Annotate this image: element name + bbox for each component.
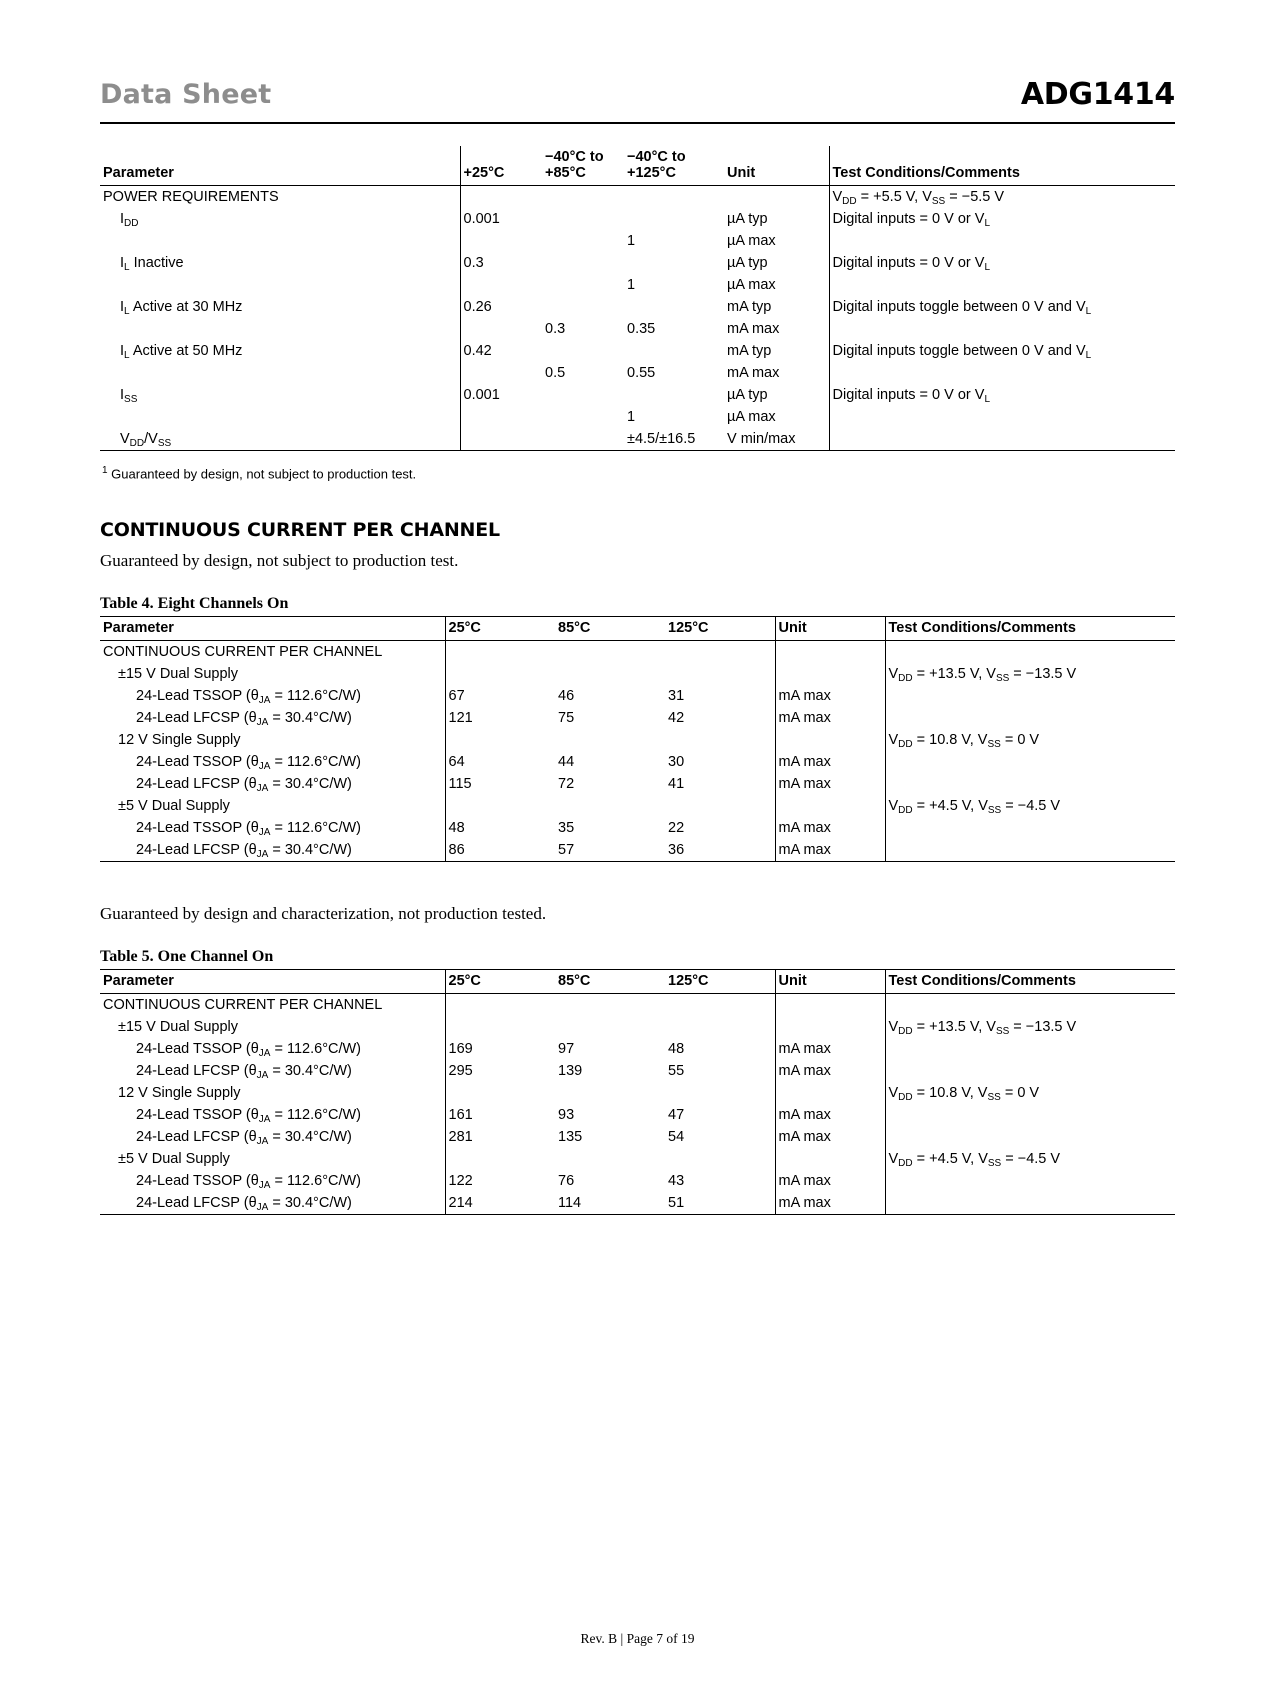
cell-125c [665, 663, 775, 685]
cell-parameter: CONTINUOUS CURRENT PER CHANNEL [103, 644, 383, 661]
cell-25c [445, 1016, 555, 1038]
power-requirements-body [100, 186, 1175, 451]
power-requirements-table [100, 146, 1175, 451]
table4-caption: Table 4. Eight Channels On [100, 595, 289, 613]
cell-conditions [885, 994, 1175, 1017]
cell-parameter: ±15 V Dual Supply [118, 666, 239, 683]
cell-25c: 67 [445, 685, 555, 707]
table-row [100, 296, 1175, 318]
col-25c: +25°C [460, 146, 542, 186]
cell-125c [665, 994, 775, 1017]
cell-unit: mA max [775, 1060, 885, 1082]
col-unit: Unit [775, 970, 885, 994]
cell-25c [460, 428, 542, 451]
cell-125c [665, 795, 775, 817]
cell-parameter: 24-Lead TSSOP $(\theta_{JA} = 112.6^\circ C/W)$ [136, 1041, 362, 1060]
table-row [100, 817, 1175, 839]
cell-conditions [885, 1170, 1175, 1192]
table-footnote: $^1$ Guaranteed by design, not subject to production test. [102, 465, 417, 482]
cell-unit: mA max [775, 707, 885, 729]
cell-conditions [829, 318, 1175, 340]
cell-parameter [100, 274, 460, 296]
cell-parameter: ±15 V Dual Supply [118, 1019, 239, 1036]
cell-125c: 55 [668, 1063, 685, 1080]
cell-85c: 46 [558, 688, 575, 705]
cell-parameter: $I_{DD}$ [120, 211, 139, 229]
cell-85c [555, 729, 665, 751]
col-parameter: Parameter [100, 617, 445, 641]
cell-85c [542, 274, 624, 296]
table4-eight-channels-on [100, 616, 1175, 862]
col-85c [542, 146, 624, 186]
table-row [100, 406, 1175, 428]
cell-unit: mA max [775, 839, 885, 862]
cell-25c [445, 1148, 555, 1170]
col-conditions: Test Conditions/Comments [885, 970, 1175, 994]
cell-parameter: ±5 V Dual Supply [118, 1151, 230, 1168]
cell-conditions: $V_{DD} = 10.8$ V, $V_{SS} = 0$ V [885, 729, 1175, 751]
cell-conditions: Digital inputs = 0 V or $V_L$ [829, 384, 1175, 406]
cell-125c [665, 1082, 775, 1104]
table-row [100, 1148, 1175, 1170]
cell-unit: mA max [775, 1192, 885, 1215]
table-header-row [100, 970, 1175, 994]
col-parameter: Parameter [100, 970, 445, 994]
cell-unit: mA max [775, 817, 885, 839]
cell-parameter: 24-Lead LFCSP $(\theta_{JA} = 30.4^\circ C/W)$ [136, 1129, 352, 1148]
cell-85c: 0.3 [545, 321, 566, 337]
cell-parameter: ±5 V Dual Supply [118, 798, 230, 815]
table-row [100, 274, 1175, 296]
cell-parameter [100, 230, 460, 252]
cell-85c: 57 [555, 839, 665, 862]
table-row [100, 1126, 1175, 1148]
cell-conditions [829, 274, 1175, 296]
cell-85c: 93 [558, 1107, 575, 1124]
cell-conditions [885, 1060, 1175, 1082]
cell-85c: 75 [558, 710, 575, 727]
table-row [100, 1170, 1175, 1192]
spacer [100, 862, 1175, 904]
cell-conditions [885, 839, 1175, 862]
cell-125c: 51 [665, 1192, 775, 1215]
cell-conditions: Digital inputs toggle between 0 V and $V_L$ [829, 296, 1175, 318]
cell-conditions: $V_{DD} = +4.5$ V, $V_{SS} = -4.5$ V [885, 795, 1175, 817]
cell-unit: µA max [727, 277, 776, 293]
section-intro-text: Guaranteed by design, not subject to production test. [100, 551, 459, 571]
cell-unit: mA typ [727, 299, 772, 315]
cell-85c [542, 340, 624, 362]
table-header-row [100, 146, 1175, 186]
cell-25c: 161 [445, 1104, 555, 1126]
cell-85c [555, 641, 665, 664]
cell-125c: 42 [668, 710, 685, 727]
cell-parameter: 24-Lead TSSOP $(\theta_{JA} = 112.6^\circ C/W)$ [136, 820, 362, 839]
cell-25c [460, 230, 542, 252]
cell-parameter: 12 V Single Supply [118, 1085, 241, 1102]
cell-125c: 30 [668, 754, 685, 771]
cell-85c [542, 252, 624, 274]
cell-85c [542, 384, 624, 406]
cell-125c [624, 252, 724, 274]
cell-unit [775, 1016, 885, 1038]
table-row [100, 773, 1175, 795]
cell-parameter: 24-Lead LFCSP $(\theta_{JA} = 30.4^\circ C/W)$ [136, 710, 352, 729]
cell-parameter: 24-Lead TSSOP $(\theta_{JA} = 112.6^\circ C/W)$ [136, 754, 362, 773]
cell-125c [665, 1148, 775, 1170]
cell-125c: 1 [627, 233, 636, 249]
cell-125c: 0.55 [627, 365, 656, 381]
cell-conditions [829, 362, 1175, 384]
col-25c: 25°C [445, 970, 555, 994]
section-heading: CONTINUOUS CURRENT PER CHANNEL [100, 519, 500, 542]
cell-85c [542, 296, 624, 318]
cell-conditions: Digital inputs = 0 V or $V_L$ [829, 252, 1175, 274]
cell-unit: µA typ [727, 211, 768, 227]
cell-25c: 0.42 [460, 340, 542, 362]
col-85c-line1: −40°C to [545, 149, 604, 165]
table-row [100, 252, 1175, 274]
cell-parameter: 24-Lead LFCSP $(\theta_{JA} = 30.4^\circ C/W)$ [100, 1192, 445, 1215]
cell-85c: 76 [558, 1173, 575, 1190]
cell-conditions [885, 1038, 1175, 1060]
cell-125c [624, 340, 724, 362]
table-row [100, 707, 1175, 729]
cell-parameter: $I_L$ Inactive [120, 255, 184, 273]
table-row [100, 362, 1175, 384]
table-row [100, 428, 1175, 451]
cell-unit: mA max [775, 751, 885, 773]
cell-25c [445, 994, 555, 1017]
table-row [100, 1060, 1175, 1082]
cell-parameter: 12 V Single Supply [118, 732, 241, 749]
cell-125c [665, 1016, 775, 1038]
cell-85c: 44 [558, 754, 575, 771]
cell-125c: 41 [668, 776, 685, 793]
cell-parameter: $I_{SS}$ [120, 387, 138, 405]
cell-25c [460, 362, 542, 384]
cell-125c [624, 208, 724, 230]
cell-conditions [885, 751, 1175, 773]
cell-unit: µA max [727, 409, 776, 425]
cell-85c: 135 [558, 1129, 583, 1146]
table-row [100, 230, 1175, 252]
table-row [100, 1016, 1175, 1038]
cell-85c: 35 [558, 820, 575, 837]
cell-25c [445, 729, 555, 751]
cell-parameter: $I_L$ Active at 30 MHz [120, 299, 243, 317]
cell-85c [542, 186, 624, 209]
cell-85c [555, 994, 665, 1017]
table-row [100, 795, 1175, 817]
table5-body [100, 994, 1175, 1215]
part-number-title: ADG1414 [1020, 77, 1175, 112]
cell-125c: 36 [665, 839, 775, 862]
cell-125c: 1 [627, 277, 636, 293]
cell-85c [555, 1082, 665, 1104]
cell-conditions: $V_{DD} = +13.5$ V, $V_{SS} = -13.5$ V [885, 1016, 1175, 1038]
cell-25c [460, 186, 542, 209]
cell-25c: 0.26 [460, 296, 542, 318]
cell-unit: mA max [775, 1038, 885, 1060]
cell-25c [445, 663, 555, 685]
cell-85c [555, 1016, 665, 1038]
cell-125c [665, 641, 775, 664]
cell-25c: 115 [445, 773, 555, 795]
table-row [100, 994, 1175, 1017]
cell-25c [445, 795, 555, 817]
cell-unit [724, 186, 829, 209]
cell-unit: µA typ [727, 387, 768, 403]
cell-unit: µA typ [727, 255, 768, 271]
cell-25c: 295 [445, 1060, 555, 1082]
cell-125c: 54 [668, 1129, 685, 1146]
cell-85c [555, 663, 665, 685]
cell-unit: mA typ [727, 343, 772, 359]
cell-25c: 0.001 [460, 384, 542, 406]
cell-85c [542, 428, 624, 451]
cell-unit: µA max [727, 233, 776, 249]
cell-conditions [885, 707, 1175, 729]
table-row [100, 384, 1175, 406]
page-footer: Rev. B | Page 7 of 19 [580, 1631, 695, 1646]
cell-conditions: $V_{DD} = +13.5$ V, $V_{SS} = -13.5$ V [885, 663, 1175, 685]
cell-85c: 114 [555, 1192, 665, 1215]
col-125c: 125°C [665, 617, 775, 641]
cell-25c: 0.001 [460, 208, 542, 230]
cell-125c: ±4.5/±16.5 [624, 428, 724, 451]
cell-25c: 121 [445, 707, 555, 729]
cell-125c: 47 [668, 1107, 685, 1124]
cell-25c [460, 274, 542, 296]
table4-body [100, 641, 1175, 862]
cell-85c [555, 1148, 665, 1170]
cell-unit: mA max [775, 1104, 885, 1126]
cell-85c: 139 [558, 1063, 583, 1080]
col-unit: Unit [724, 146, 829, 186]
cell-125c: 0.35 [627, 321, 656, 337]
cell-85c [542, 406, 624, 428]
table-row [100, 641, 1175, 664]
cell-conditions [885, 1126, 1175, 1148]
cell-25c [460, 406, 542, 428]
cell-25c: 281 [445, 1126, 555, 1148]
cell-125c [624, 186, 724, 209]
page-header [100, 55, 1175, 124]
col-conditions: Test Conditions/Comments [885, 617, 1175, 641]
cell-parameter: $I_L$ Active at 50 MHz [120, 343, 243, 361]
col-85c: 85°C [555, 617, 665, 641]
cell-unit: mA max [727, 365, 780, 381]
cell-25c: 86 [445, 839, 555, 862]
cell-unit [775, 1082, 885, 1104]
cell-85c [542, 230, 624, 252]
cell-unit: mA max [727, 321, 780, 337]
cell-parameter: 24-Lead TSSOP $(\theta_{JA} = 112.6^\circ C/W)$ [136, 1173, 362, 1192]
col-125c: 125°C [665, 970, 775, 994]
cell-unit [775, 663, 885, 685]
table-row [100, 1192, 1175, 1215]
cell-conditions [885, 817, 1175, 839]
cell-25c: 64 [445, 751, 555, 773]
table5-caption: Table 5. One Channel On [100, 948, 274, 966]
cell-unit: mA max [775, 1170, 885, 1192]
table-row [100, 340, 1175, 362]
col-125c [624, 146, 724, 186]
cell-conditions [885, 773, 1175, 795]
col-conditions: Test Conditions/Comments [829, 146, 1175, 186]
cell-parameter: 24-Lead LFCSP $(\theta_{JA} = 30.4^\circ C/W)$ [136, 776, 352, 795]
cell-parameter: 24-Lead TSSOP $(\theta_{JA} = 112.6^\circ C/W)$ [136, 688, 362, 707]
col-85c-line2: +85°C [545, 165, 586, 181]
col-parameter: Parameter [100, 146, 460, 186]
cell-25c: 122 [445, 1170, 555, 1192]
table-row [100, 208, 1175, 230]
cell-conditions: $V_{DD} = 10.8$ V, $V_{SS} = 0$ V [885, 1082, 1175, 1104]
cell-parameter: CONTINUOUS CURRENT PER CHANNEL [103, 997, 383, 1014]
table-row [100, 663, 1175, 685]
cell-unit [775, 641, 885, 664]
cell-unit [775, 729, 885, 751]
cell-parameter: 24-Lead TSSOP $(\theta_{JA} = 112.6^\circ C/W)$ [136, 1107, 362, 1126]
cell-25c: 0.3 [460, 252, 542, 274]
section-mid-text: Guaranteed by design and characterization, not production tested. [100, 904, 547, 924]
cell-85c: 97 [558, 1041, 575, 1058]
table5-one-channel-on [100, 969, 1175, 1215]
table-row [100, 318, 1175, 340]
table-row [100, 751, 1175, 773]
table-row [100, 1082, 1175, 1104]
cell-25c [460, 318, 542, 340]
cell-unit [775, 1148, 885, 1170]
cell-conditions [829, 230, 1175, 252]
table-row [100, 729, 1175, 751]
col-85c: 85°C [555, 970, 665, 994]
cell-conditions [885, 685, 1175, 707]
cell-125c [665, 729, 775, 751]
col-unit: Unit [775, 617, 885, 641]
cell-unit: mA max [775, 685, 885, 707]
table-row [100, 1104, 1175, 1126]
cell-unit: mA max [775, 773, 885, 795]
cell-conditions [829, 406, 1175, 428]
cell-25c: 214 [445, 1192, 555, 1215]
cell-unit [775, 795, 885, 817]
cell-parameter: 24-Lead LFCSP $(\theta_{JA} = 30.4^\circ C/W)$ [100, 839, 445, 862]
cell-125c: 1 [627, 409, 636, 425]
cell-conditions: Digital inputs toggle between 0 V and $V_L$ [829, 340, 1175, 362]
cell-conditions [829, 428, 1175, 451]
cell-125c [624, 296, 724, 318]
cell-parameter [100, 318, 460, 340]
cell-25c: 48 [445, 817, 555, 839]
cell-125c: 48 [668, 1041, 685, 1058]
cell-25c [445, 1082, 555, 1104]
cell-125c [624, 384, 724, 406]
cell-85c: 0.5 [545, 365, 566, 381]
cell-85c [542, 208, 624, 230]
table-header-row [100, 617, 1175, 641]
cell-conditions [885, 641, 1175, 664]
cell-conditions: $V_{DD} = +4.5$ V, $V_{SS} = -4.5$ V [885, 1148, 1175, 1170]
cell-unit: mA max [775, 1126, 885, 1148]
document-type-label: Data Sheet [100, 79, 272, 110]
table-row [100, 1038, 1175, 1060]
cell-conditions [885, 1104, 1175, 1126]
cell-85c: 72 [558, 776, 575, 793]
col-125c-line2: +125°C [627, 165, 676, 181]
cell-parameter: 24-Lead LFCSP $(\theta_{JA} = 30.4^\circ C/W)$ [136, 1063, 352, 1082]
col-25c: 25°C [445, 617, 555, 641]
cell-unit: V min/max [724, 428, 829, 451]
table-row [100, 685, 1175, 707]
cell-conditions: $V_{DD} = +5.5$ V, $V_{SS} = -5.5$ V [829, 186, 1175, 209]
cell-conditions [885, 1192, 1175, 1215]
cell-parameter [100, 362, 460, 384]
table-row [100, 186, 1175, 209]
cell-parameter: POWER REQUIREMENTS [103, 189, 279, 205]
cell-25c: 169 [445, 1038, 555, 1060]
cell-125c: 43 [668, 1173, 685, 1190]
cell-conditions: Digital inputs = 0 V or $V_L$ [829, 208, 1175, 230]
cell-unit [775, 994, 885, 1017]
cell-parameter [100, 406, 460, 428]
cell-25c [445, 641, 555, 664]
cell-85c [555, 795, 665, 817]
cell-125c: 22 [668, 820, 685, 837]
power-requirements-table-wrap [100, 146, 1175, 481]
cell-125c: 31 [668, 688, 685, 705]
document-page [0, 55, 1275, 1705]
col-125c-line1: −40°C to [627, 149, 686, 165]
table-row [100, 839, 1175, 862]
cell-parameter: $V_{DD}/V_{SS}$ [100, 428, 460, 451]
